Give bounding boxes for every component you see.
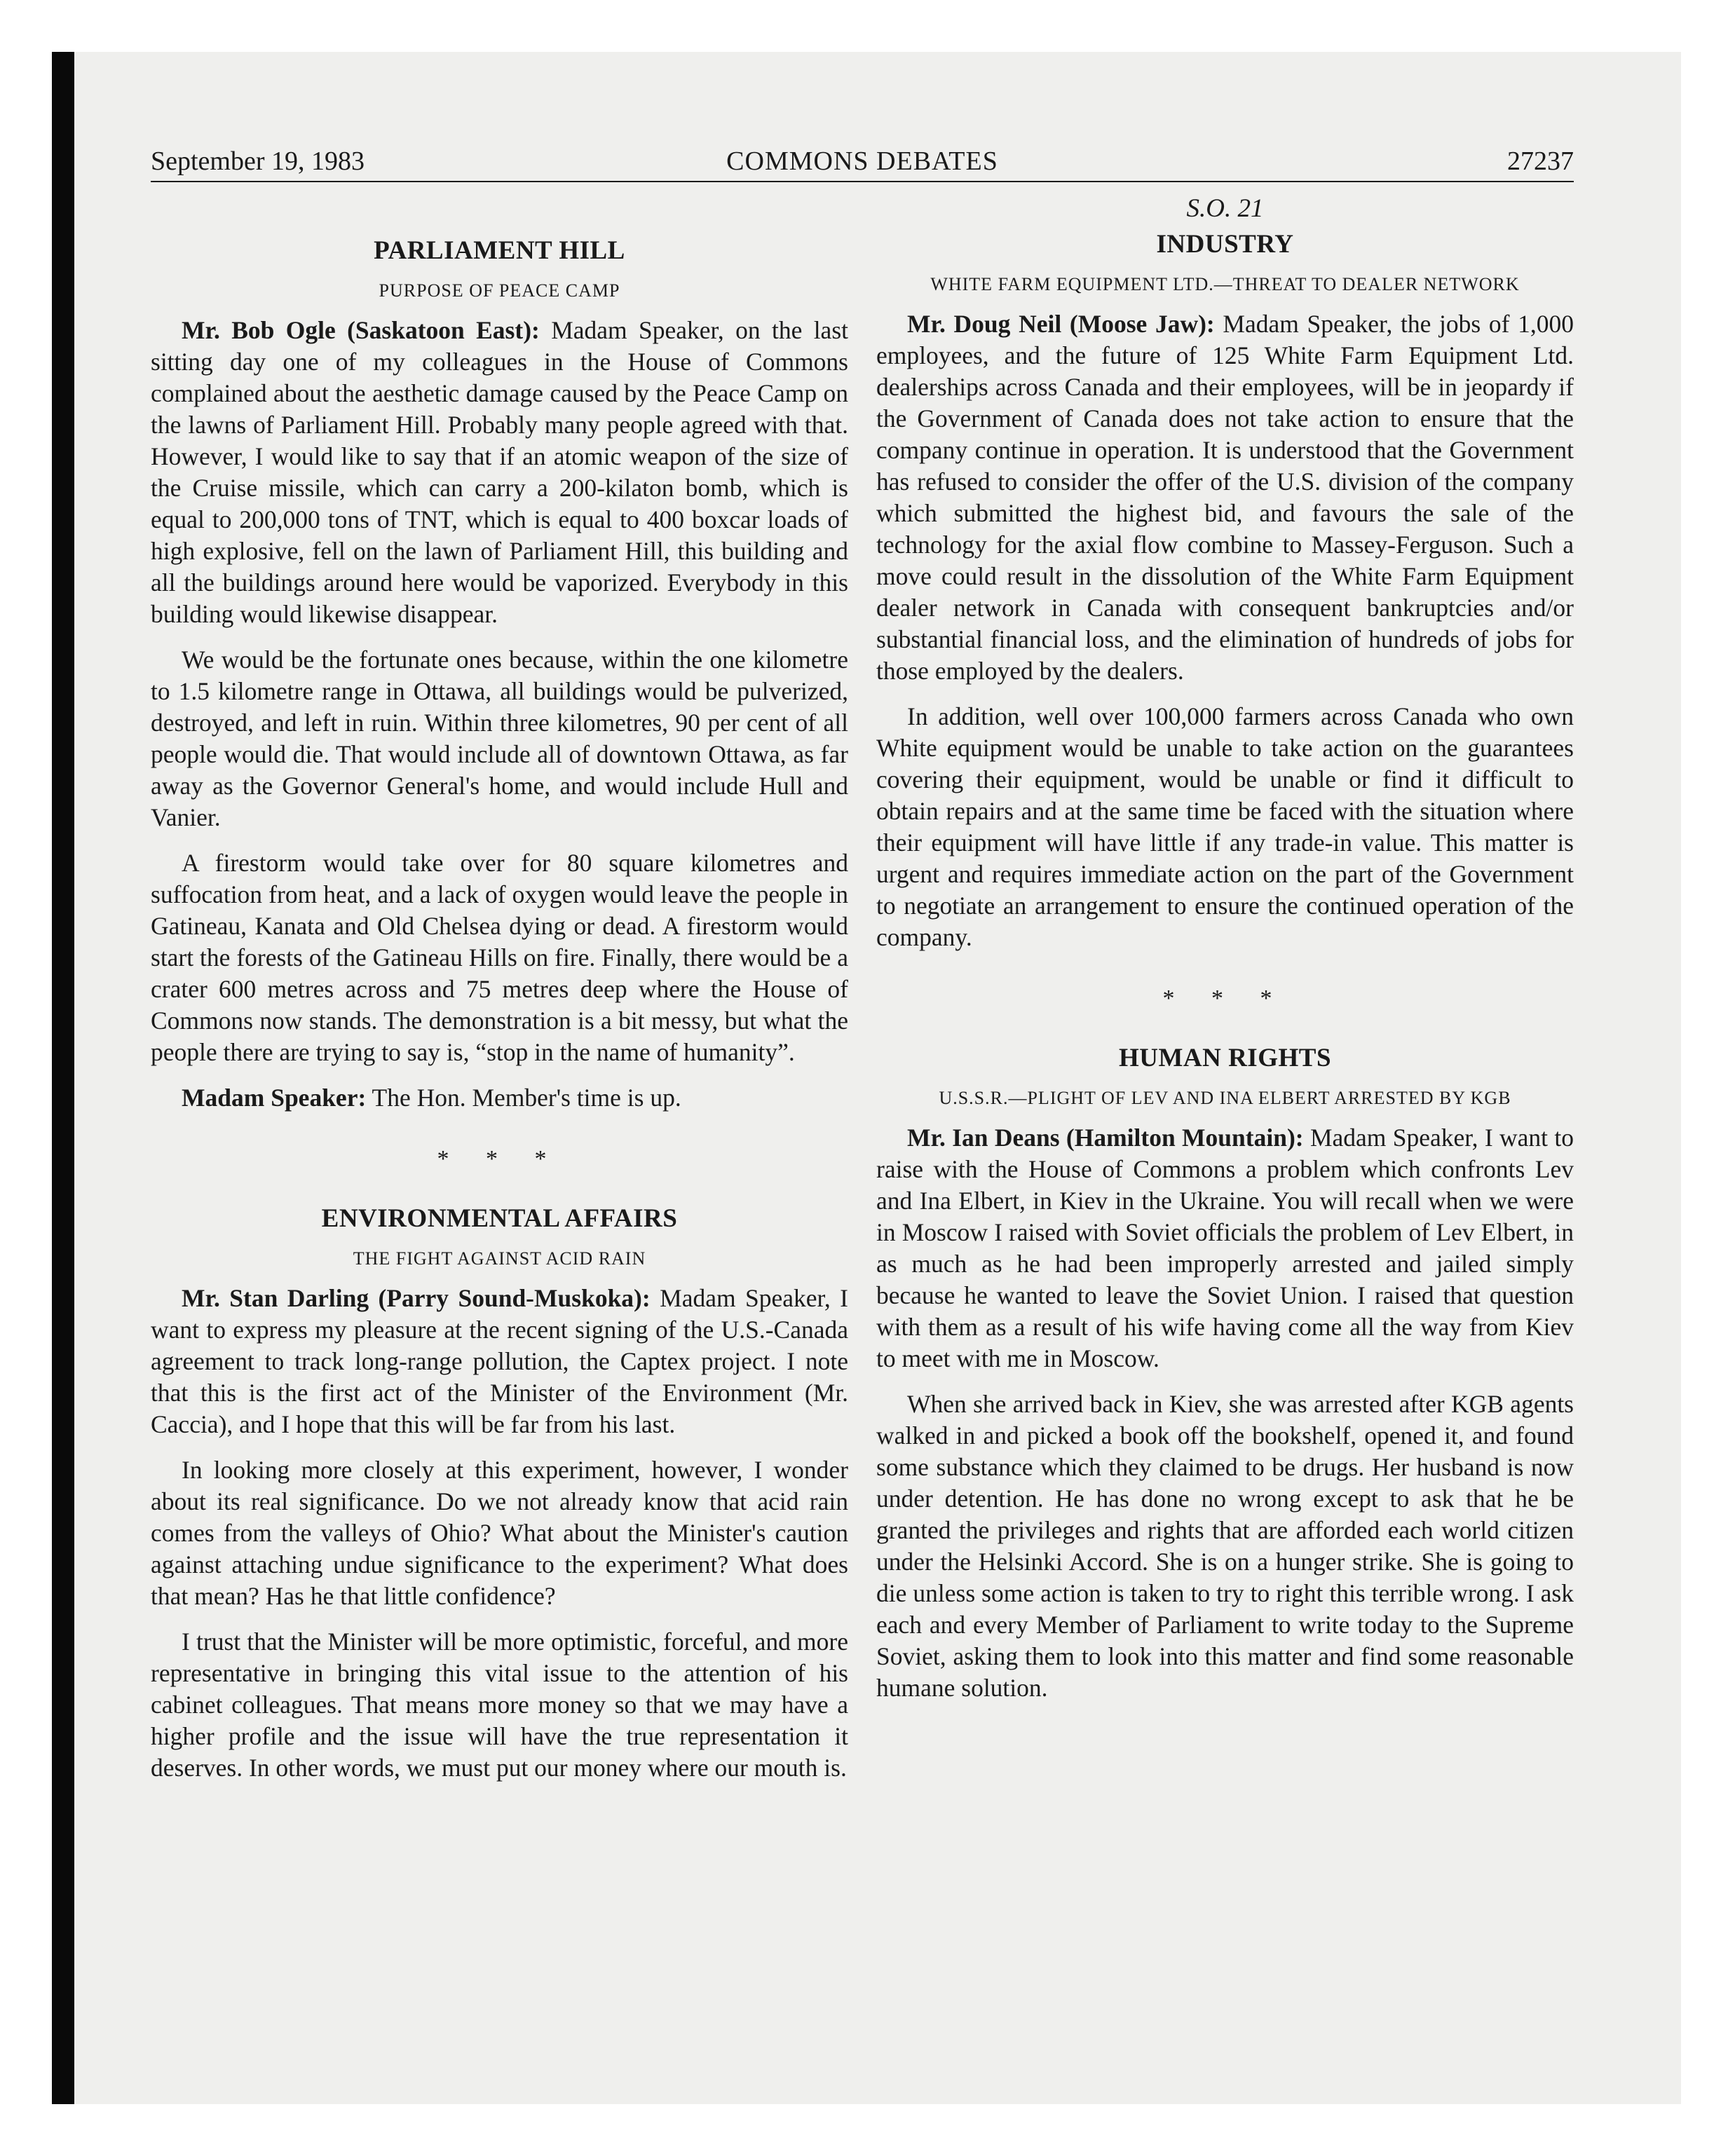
section-subtitle-white-farm: WHITE FARM EQUIPMENT LTD.—THREAT TO DEALER NETWORK [930,274,1520,294]
section-separator: * * * [1162,985,1288,1011]
paragraph [151,1283,848,1440]
speaker-name: Mr. Bob Ogle (Saskatoon East): [182,316,540,344]
paragraph-text: Madam Speaker, I want to express my pleasure at the recent signing of the U.S.-Canada agreement to track long-range pollution, the Captex project. I note that this is the first act of the Minister of the Environment (Mr. Caccia), and I hope that this will be far from his last. [151,1284,849,1438]
section-subtitle-peace-camp: PURPOSE OF PEACE CAMP [379,280,620,301]
paragraph: A firestorm would take over for 80 square kilometres and suffocation from heat, and a lack of oxygen would leave the people in Gatineau, Kanata and Old Chelsea dying or dead. A firestorm would start the forests of the Gatineau Hills on fire. Finally, there would be a crater 600 metres across and 75 metres deep where the House of Commons now stands. The demonstration is a bit messy, but what the people there are trying to say is, “stop in the name of humanity”. [151,849,848,1066]
paragraph-text: Madam Speaker, I want to raise with the House of Commons a problem which confronts Lev and Ina Elbert, in Kiev in the Ukraine. You will recall when we were in Moscow I raised with Soviet officials the problem of Lev Elbert, in as much as he had been improperly arrested and jailed simply because he wanted to leave the Soviet Union. I raised that question with them as a result of his wife having come all the way from Kiev to meet with me in Moscow. [876,1124,1574,1372]
section-title-environmental-affairs: ENVIRONMENTAL AFFAIRS [321,1204,678,1233]
paragraph [151,315,848,630]
paragraph-text: Madam Speaker, on the last sitting day one of my colleagues in the House of Commons complained about the aesthetic damage caused by the Peace Camp on the lawns of Parliament Hill. Probably many people agreed with that. However, I would like to say that if an atomic weapon of the size of the Cruise missile, which can carry a 200-kilaton bomb, which is equal to 200,000 tons of TNT, which is equal to 400 boxcar loads of high explosive, fell on the lawn of Parliament Hill, this building and all the buildings around here would be vaporized. Everybody in this building would likewise disappear. [151,316,848,628]
paragraph-text: The Hon. Member's time is up. [366,1084,681,1112]
section-separator: * * * [437,1146,562,1172]
right-column [876,193,1574,1718]
speaker-name: Mr. Stan Darling (Parry Sound-Muskoka): [182,1284,651,1312]
speaker-name: Madam Speaker: [182,1084,367,1112]
section-subtitle-elbert: U.S.S.R.—PLIGHT OF LEV AND INA ELBERT ARRESTED BY KGB [939,1088,1511,1108]
paragraph [876,308,1574,687]
header-page-number: 27237 [1507,146,1574,176]
section-subtitle-acid-rain: THE FIGHT AGAINST ACID RAIN [353,1248,646,1269]
paragraph: I trust that the Minister will be more optimistic, forceful, and more representative in bringing this vital issue to the attention of his cabinet colleagues. That means more money so that we may have a higher profile and the issue will have the true representation it deserves. In other words, we must put our money where our mouth is. [151,1628,848,1782]
paragraph: In looking more closely at this experiment, however, I wonder about its real significance. Do we not already know that acid rain comes from the valleys of Ohio? What about the Minister's caution against attaching undue significance to the experiment? What does that mean? Has he that little confidence? [151,1456,848,1610]
section-title-industry: INDUSTRY [1156,230,1294,259]
speaker-name: Mr. Ian Deans (Hamilton Mountain): [907,1124,1304,1152]
paragraph [151,1082,848,1114]
section-title-parliament-hill: PARLIAMENT HILL [374,236,625,265]
section-title-human-rights: HUMAN RIGHTS [1118,1044,1332,1072]
paragraph-text: Madam Speaker, the jobs of 1,000 employees, and the future of 125 White Farm Equipment Ltd. dealerships across Canada and their employees, will be in jeopardy if the Government of Canada does not take action to ensure that the company continue in operation. It is understood that the Government has refused to consider the offer of the U.S. division of the company which submitted the highest bid, and favours the sale of the technology for the axial flow combine to Massey-Ferguson. Such a move could result in the dissolution of the White Farm Equipment dealer network in Canada with consequent bankruptcies and/or substantial financial loss, and the elimination of hundreds of jobs for those employed by the dealers. [876,310,1574,685]
paragraph: In addition, well over 100,000 farmers across Canada who own White equipment would be unable to take action on the guarantees covering their equipment, would be unable or find it difficult to obtain repairs and at the same time be faced with the situation where their equipment will have little if any trade-in value. This matter is urgent and requires immediate action on the part of the Government to negotiate an arrangement to ensure the continued operation of the company. [876,702,1574,951]
running-header [151,142,1574,180]
header-date: September 19, 1983 [151,146,365,176]
paragraph [876,1122,1574,1374]
speaker-name: Mr. Doug Neil (Moose Jaw): [907,310,1215,338]
header-rule [151,181,1574,182]
standing-order-label: S.O. 21 [1186,194,1264,223]
binding-edge [52,52,74,2104]
paragraph: When she arrived back in Kiev, she was arrested after KGB agents walked in and picked a book off the bookshelf, opened it, and found some substance which they claimed to be drugs. Her husband is now under detention. He has done no wrong except to ask that he be granted the privileges and rights that are afforded each world citizen under the Helsinki Accord. She is on a hunger strike. She is going to die unless some action is taken to try to right this terrible wrong. I ask each and every Member of Parliament to write today to the Supreme Soviet, asking them to look into this matter and find some reasonable humane solution. [876,1390,1574,1702]
header-publication: COMMONS DEBATES [726,146,998,176]
left-column [151,193,848,1798]
paragraph: We would be the fortunate ones because, within the one kilometre to 1.5 kilometre range in Ottawa, all buildings would be pulverized, destroyed, and left in ruin. Within three kilometres, 90 per cent of all people would die. That would include all of downtown Ottawa, as far away as the Governor General's home, and would include Hull and Vanier. [151,646,848,831]
